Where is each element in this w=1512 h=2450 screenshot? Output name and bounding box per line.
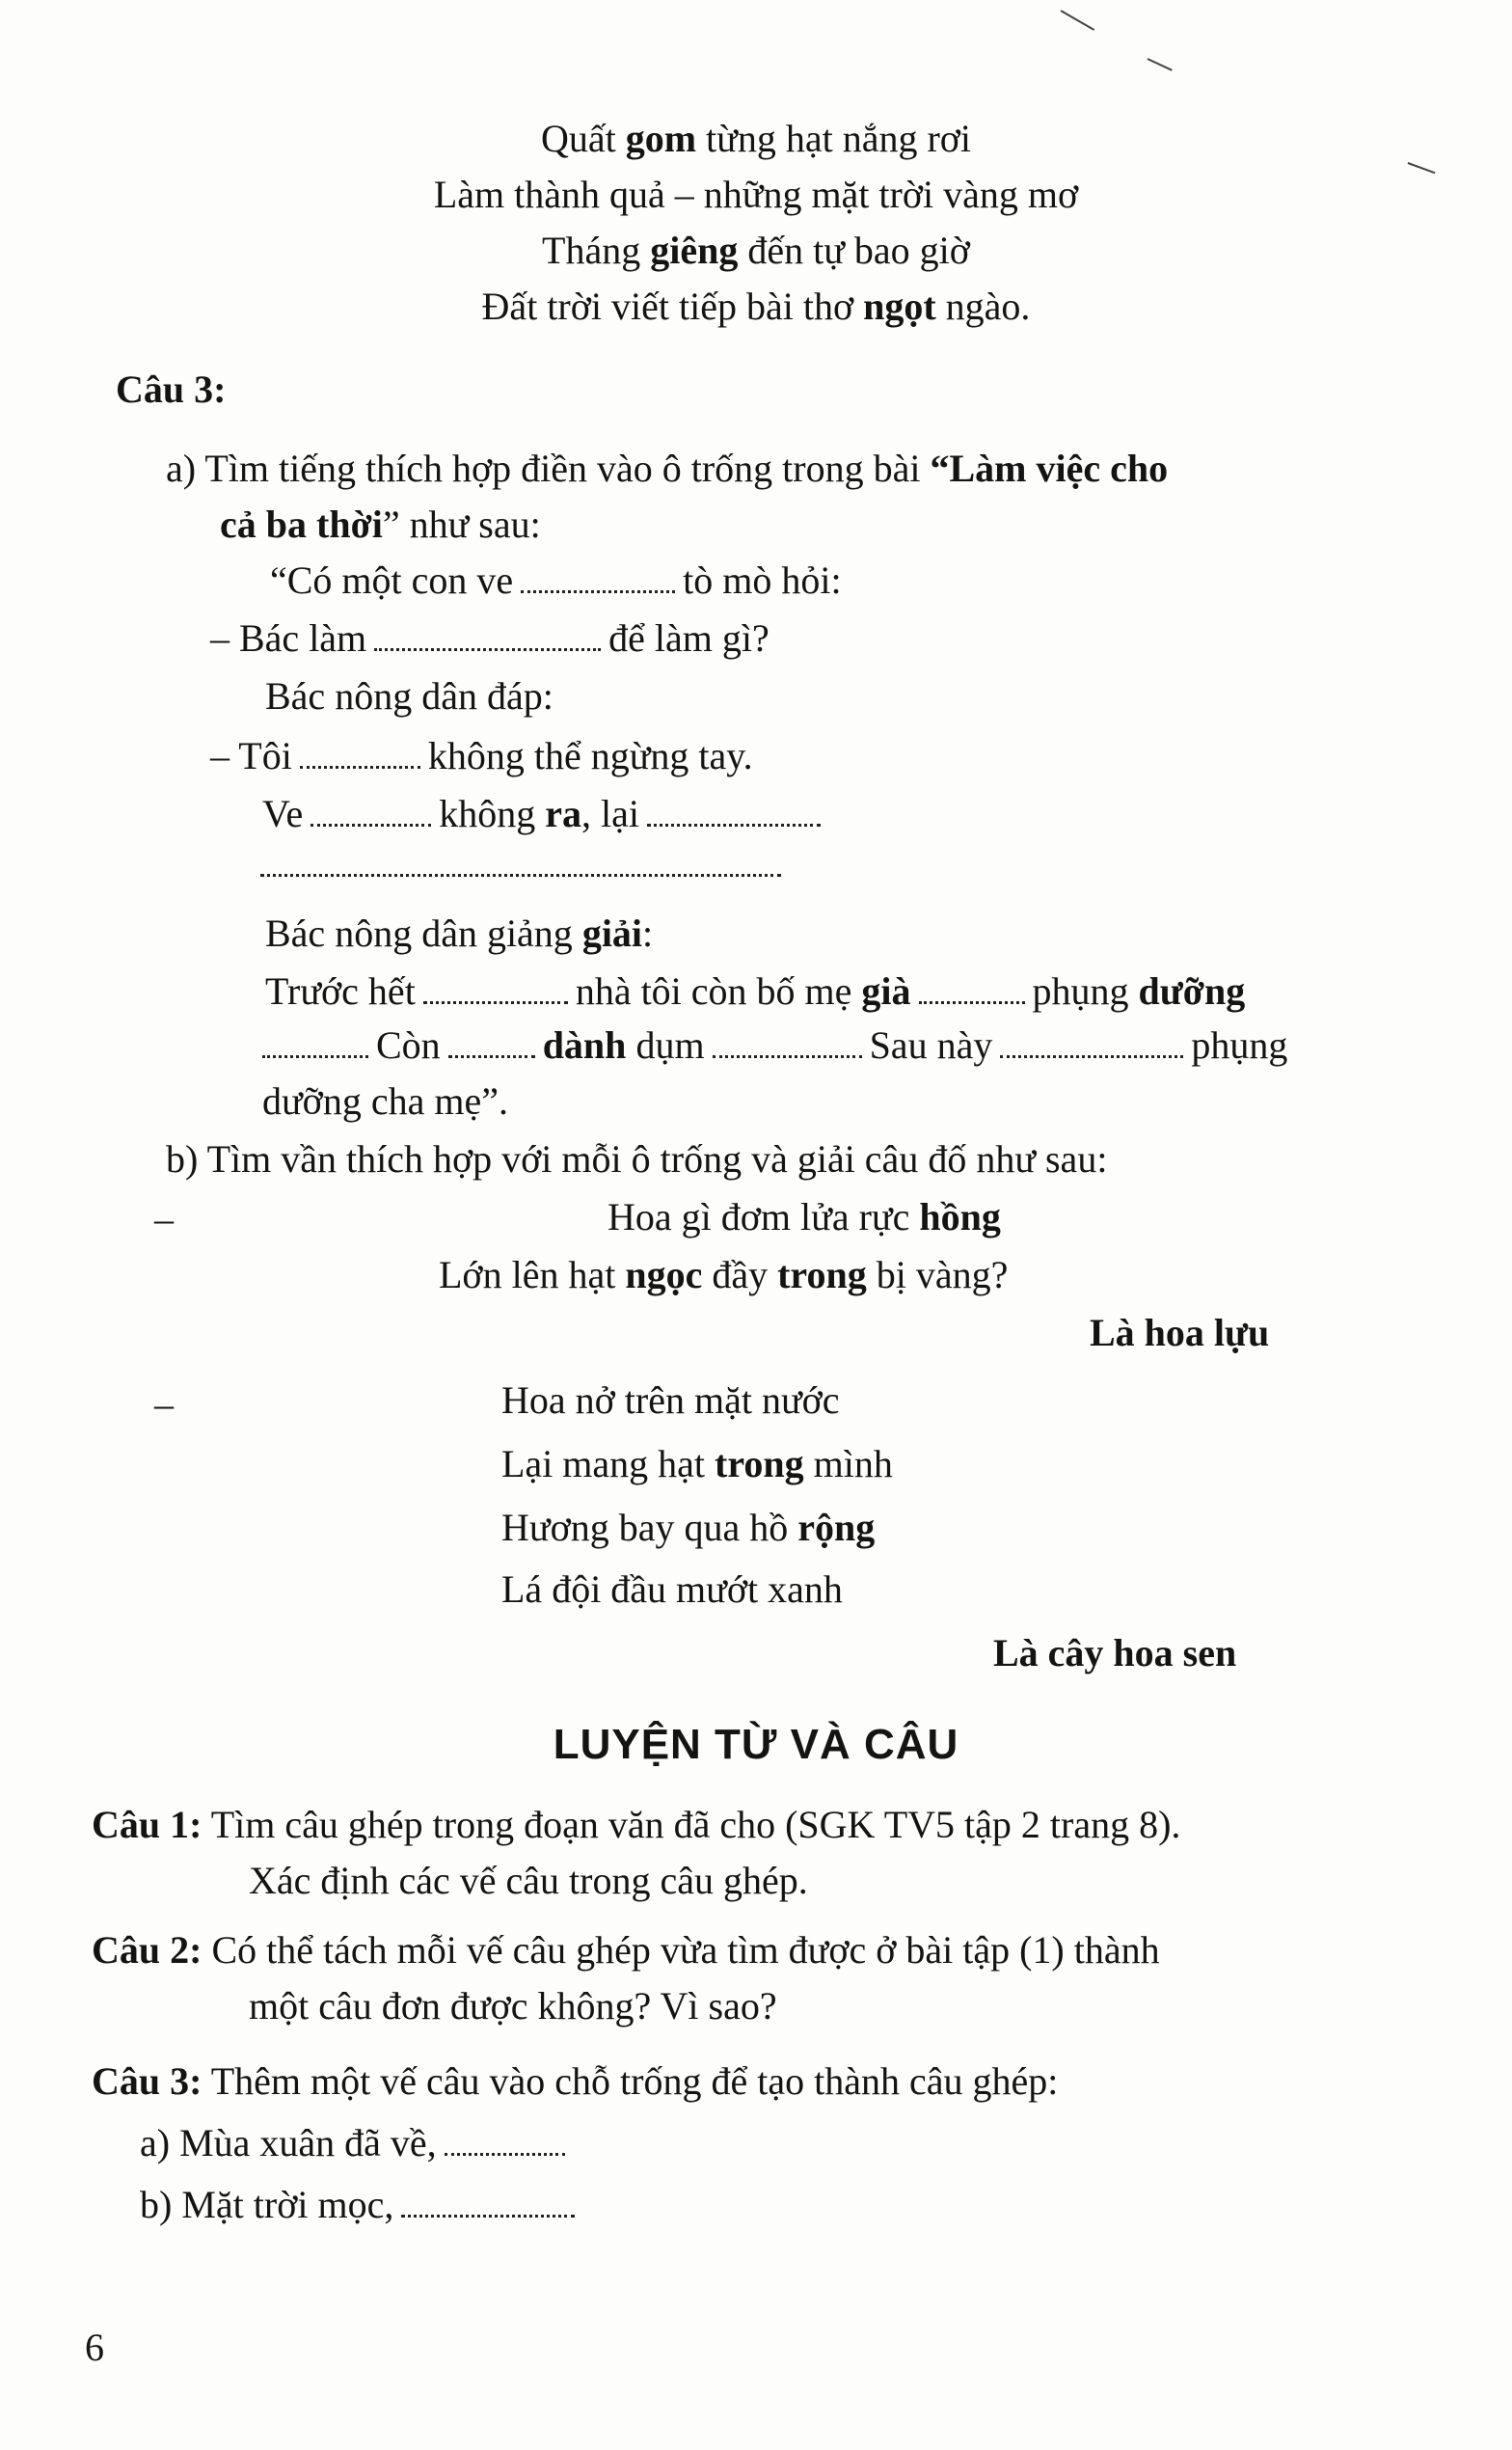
fill-line-3: Bác nông dân đáp:: [265, 674, 554, 718]
riddle-1-line-2: Lớn lên hạt ngọc đầy trong bị vàng?: [439, 1253, 1009, 1296]
fill-line-6-blank: [260, 841, 781, 887]
riddle-2-line-4: Lá đội đầu mướt xanh: [501, 1567, 843, 1611]
riddle-2-line-2: Lại mang hạt trong mình: [501, 1442, 893, 1485]
section-question-1: Câu 1: Tìm câu ghép trong đoạn văn đã cho (SGK TV5 tập 2 trang 8).: [92, 1803, 1181, 1846]
poem-line-2: Làm thành quả – những mặt trời vàng mơ: [433, 173, 1079, 216]
page-number: 6: [85, 2326, 104, 2369]
question-b-intro: b) Tìm vần thích hợp với mỗi ô trống và giải câu đố như sau:: [166, 1137, 1108, 1181]
poem-line-4: Đất trời viết tiếp bài thơ ngọt ngào.: [481, 285, 1031, 328]
section-question-3: Câu 3: Thêm một vế câu vào chỗ trống để tạo thành câu ghép:: [92, 2059, 1059, 2103]
riddle-2-answer: Là cây hoa sen: [993, 1631, 1237, 1674]
fill-line-5: Ve không ra, lại: [262, 791, 828, 837]
fill-line-8: Trước hết nhà tôi còn bố mẹ già phụng dưỡng: [265, 969, 1246, 1013]
fill-line-4: – Tôi không thể ngừng tay.: [210, 734, 753, 777]
riddle-2-line-3: Hương bay qua hồ rộng: [501, 1506, 876, 1549]
section-question-2-line-2: một câu đơn được không? Vì sao?: [249, 1984, 777, 2028]
fill-line-7: Bác nông dân giảng giải:: [265, 912, 654, 955]
scan-mark: [1061, 10, 1095, 31]
section-question-1-line-2: Xác định các vế câu trong câu ghép.: [249, 1859, 808, 1902]
section-question-3-a: a) Mùa xuân đã về,: [140, 2120, 573, 2166]
question-label: Câu 3:: [116, 368, 227, 411]
riddle-2-line-1: Hoa nở trên mặt nước: [501, 1378, 840, 1422]
riddle-1-line-1: Hoa gì đơm lửa rực hồng: [608, 1195, 1001, 1239]
fill-line-10: dưỡng cha mẹ”.: [262, 1079, 508, 1123]
riddle-1-answer: Là hoa lựu: [1090, 1311, 1270, 1354]
section-question-2: Câu 2: Có thể tách mỗi vế câu ghép vừa tìm được ở bài tập (1) thành: [92, 1928, 1160, 1972]
riddle-2-dash: –: [154, 1382, 174, 1426]
scan-mark: [1148, 58, 1173, 71]
poem-line-1: Quất gom từng hạt nắng rơi: [540, 117, 972, 160]
fill-line-9: Còn dành dụm Sau này phụng: [262, 1022, 1287, 1069]
section-question-3-b: b) Mặt trời mọc,: [140, 2182, 582, 2228]
fill-line-1: “Có một con ve tò mò hỏi:: [270, 558, 842, 602]
riddle-1-dash: –: [154, 1197, 174, 1240]
question-a-intro-line-2: cả ba thời” như sau:: [220, 503, 541, 546]
fill-line-2: – Bác làm để làm gì?: [210, 616, 770, 660]
poem-line-3: Tháng giêng đến tự bao giờ: [542, 229, 970, 272]
question-a-intro-line-1: a) Tìm tiếng thích hợp điền vào ô trống trong bài “Làm việc cho: [166, 447, 1169, 490]
section-title: LUYỆN TỪ VÀ CÂU: [553, 1721, 959, 1768]
